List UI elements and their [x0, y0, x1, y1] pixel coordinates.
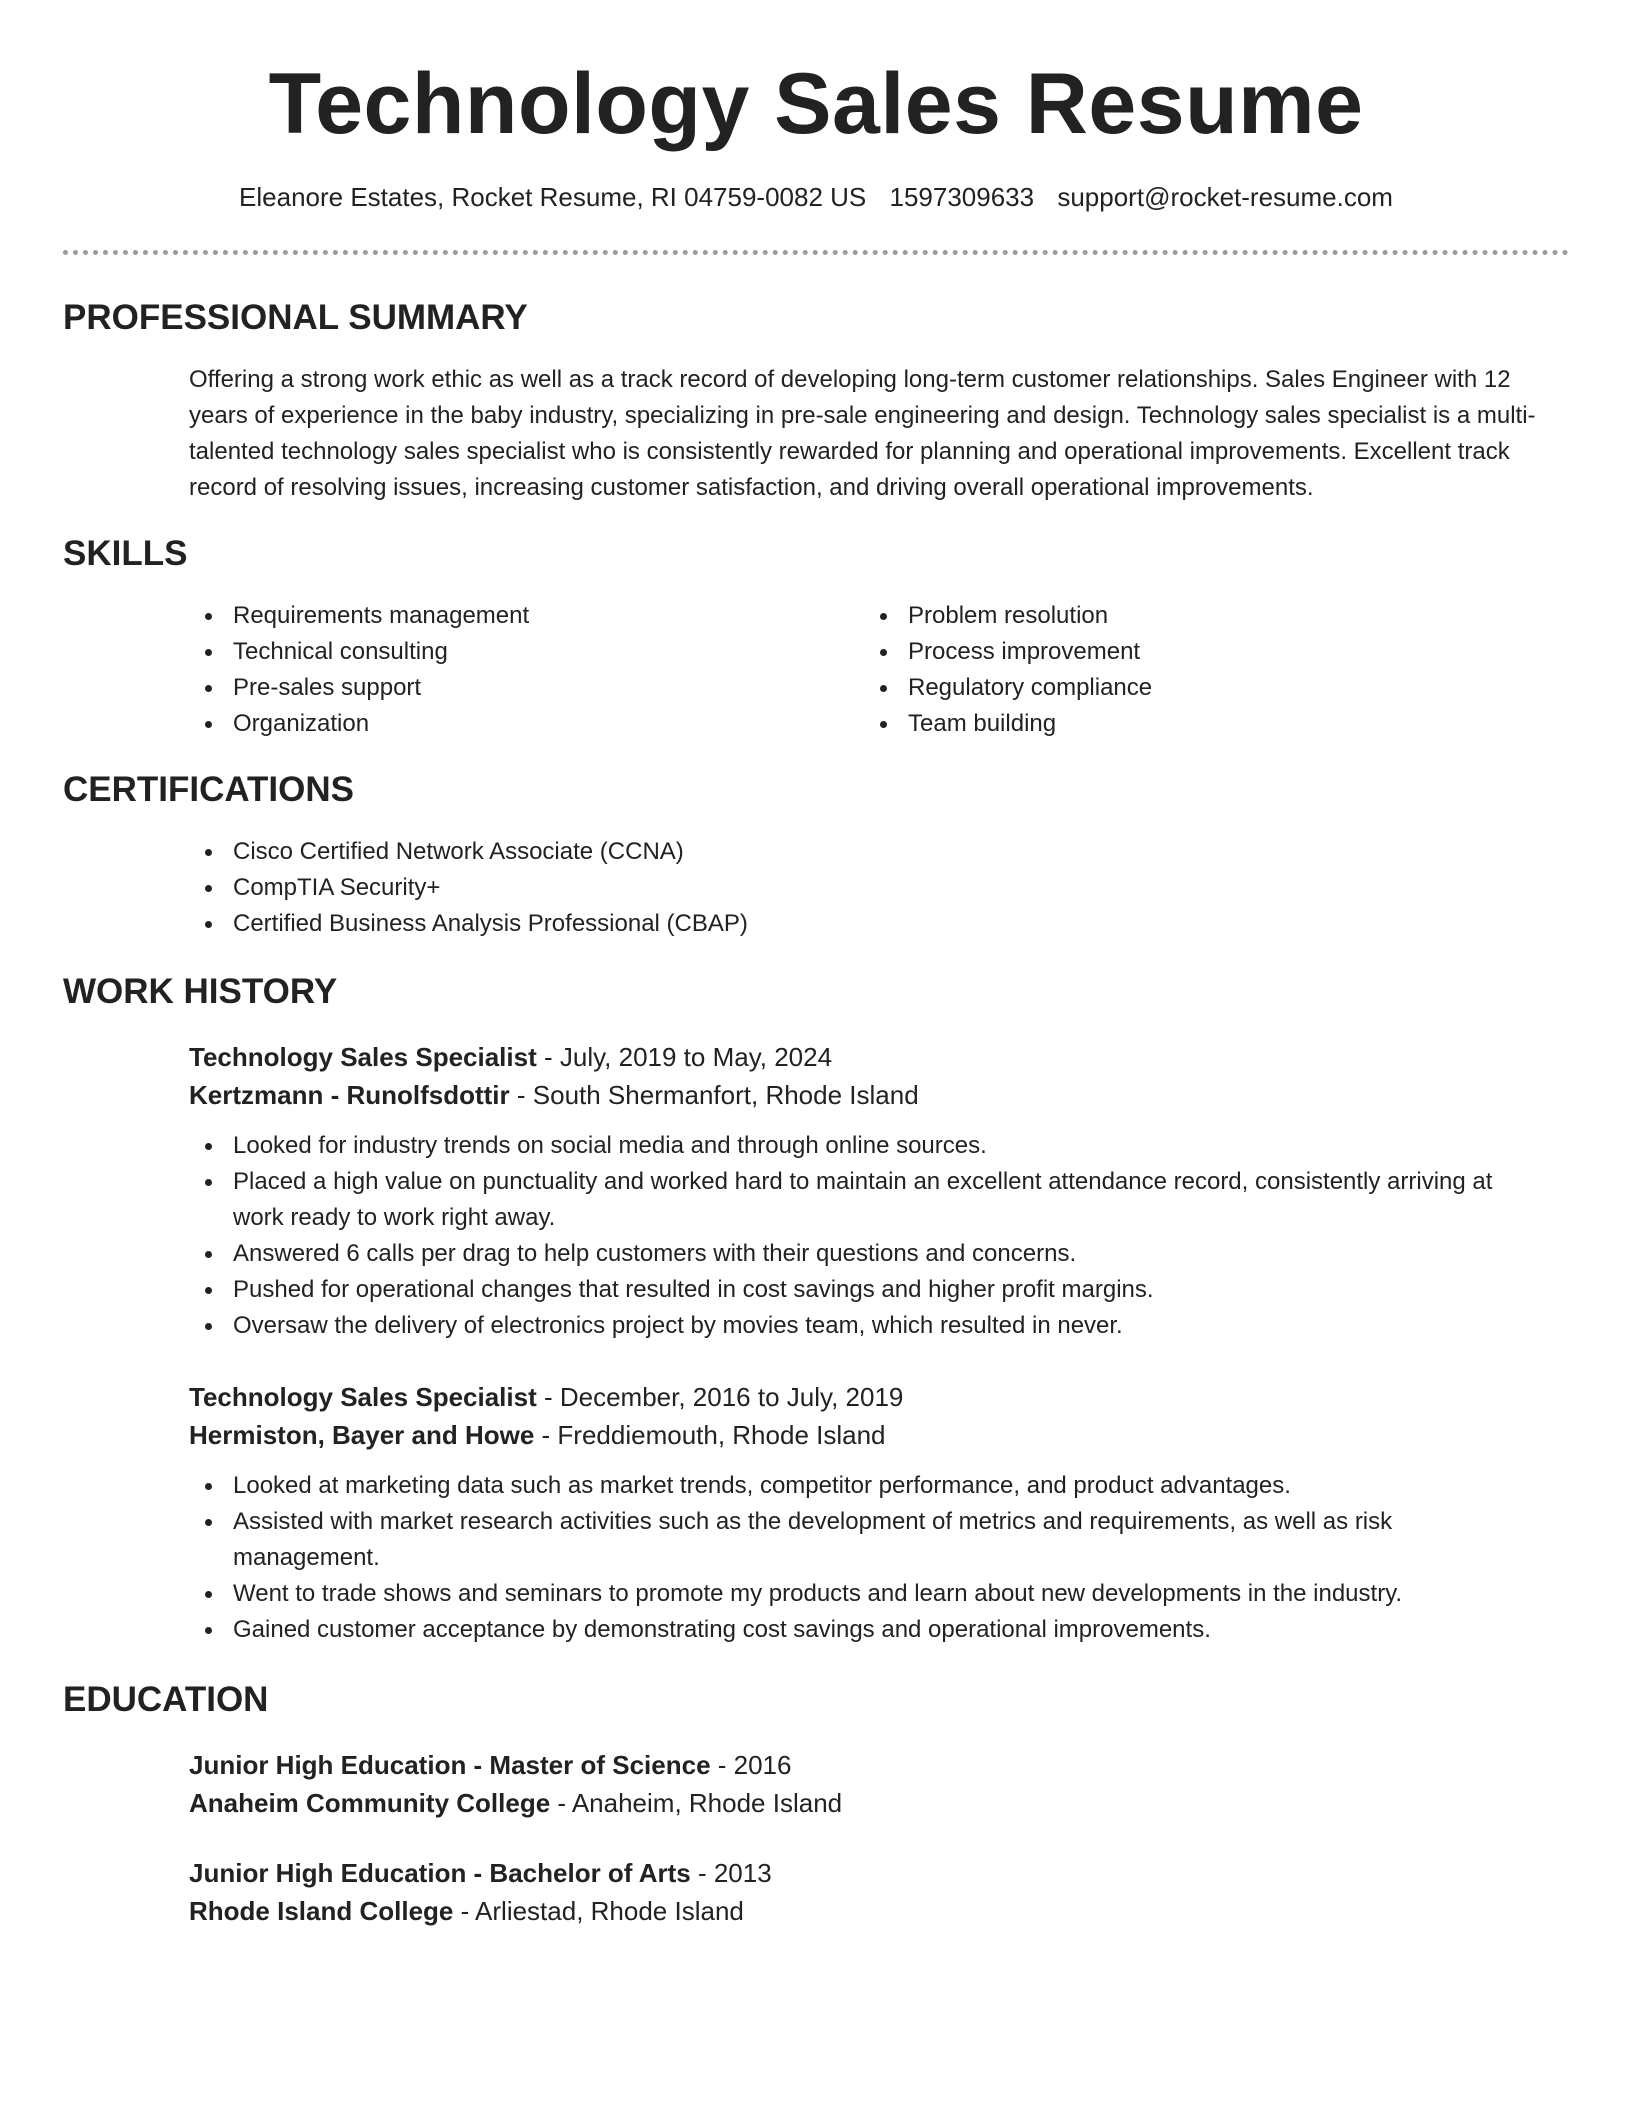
education-year: - 2013 [690, 1858, 772, 1888]
job-dates: - July, 2019 to May, 2024 [536, 1042, 833, 1072]
job-bullet: Looked for industry trends on social media and through online sources. [189, 1128, 1539, 1164]
job-location: - Freddiemouth, Rhode Island [534, 1420, 886, 1450]
education-school-line [189, 1892, 1569, 1930]
job-company-line [189, 1416, 1569, 1454]
job-dates: - December, 2016 to July, 2019 [536, 1382, 904, 1412]
skill-item: Technical consulting [189, 634, 789, 670]
contact-line [0, 180, 1632, 214]
skill-item: Team building [864, 706, 1464, 742]
certification-item: CompTIA Security+ [189, 870, 1569, 906]
education-degree: Junior High Education - Master of Science [189, 1750, 711, 1780]
certification-item: Certified Business Analysis Professional (CBAP) [189, 906, 1569, 942]
education-school: Rhode Island College [189, 1896, 454, 1926]
work-history-heading: WORK HISTORY [63, 972, 338, 1011]
contact-address: Eleanore Estates, Rocket Resume, RI 04759-0082 US [239, 182, 867, 212]
job-bullet: Went to trade shows and seminars to promote my products and learn about new developments in the industry. [189, 1576, 1539, 1612]
job-company: Kertzmann - Runolfsdottir [189, 1080, 510, 1110]
header-divider [63, 250, 1569, 255]
education-location: - Anaheim, Rhode Island [550, 1788, 843, 1818]
job-entry [189, 1038, 1569, 1344]
job-bullet: Pushed for operational changes that resulted in cost savings and higher profit margins. [189, 1272, 1539, 1308]
job-bullet: Answered 6 calls per drag to help customers with their questions and concerns. [189, 1236, 1539, 1272]
education-location: - Arliestad, Rhode Island [453, 1896, 744, 1926]
summary-text: Offering a strong work ethic as well as a track record of developing long-term customer relationships. Sales Engineer with 12 years of experience in the baby industry, specializing in pre-sale engineering and design. Technology sales specialist is a multi-talented technology sales specialist who is consistently rewarded for planning and operational improvements. Excellent track record of resolving issues, increasing customer satisfaction, and driving overall operational improvements. [189, 366, 1536, 501]
job-bullet: Assisted with market research activities such as the development of metrics and requirements, as well as risk management. [189, 1504, 1539, 1576]
job-title: Technology Sales Specialist [189, 1042, 537, 1072]
education-degree-line [189, 1854, 1569, 1892]
education-entry [189, 1746, 1569, 1822]
summary-heading: PROFESSIONAL SUMMARY [63, 298, 528, 337]
job-entry [189, 1378, 1569, 1648]
skills-right-column [864, 598, 1464, 742]
skills-left-column [189, 598, 789, 742]
skills-heading: SKILLS [63, 534, 188, 573]
skill-item: Organization [189, 706, 789, 742]
skill-item: Pre-sales support [189, 670, 789, 706]
job-title-line [189, 1378, 1569, 1416]
job-bullet: Oversaw the delivery of electronics project by movies team, which resulted in never. [189, 1308, 1539, 1344]
skill-item: Process improvement [864, 634, 1464, 670]
education-year: - 2016 [710, 1750, 792, 1780]
job-title-line [189, 1038, 1569, 1076]
education-degree: Junior High Education - Bachelor of Arts [189, 1858, 691, 1888]
job-company-line [189, 1076, 1569, 1114]
certifications-list [189, 834, 1569, 942]
skill-item: Requirements management [189, 598, 789, 634]
education-school-line [189, 1784, 1569, 1822]
certification-item: Cisco Certified Network Associate (CCNA) [189, 834, 1569, 870]
skill-item: Problem resolution [864, 598, 1464, 634]
job-bullet: Placed a high value on punctuality and worked hard to maintain an excellent attendance record, consistently arriving at work ready to work right away. [189, 1164, 1539, 1236]
certifications-heading: CERTIFICATIONS [63, 770, 355, 809]
contact-phone: 1597309633 [889, 182, 1035, 212]
job-location: - South Shermanfort, Rhode Island [509, 1080, 919, 1110]
job-company: Hermiston, Bayer and Howe [189, 1420, 535, 1450]
education-degree-line [189, 1746, 1569, 1784]
education-heading: EDUCATION [63, 1680, 269, 1719]
contact-email[interactable]: support@rocket-resume.com [1057, 182, 1393, 212]
education-entry [189, 1854, 1569, 1930]
job-bullet: Looked at marketing data such as market trends, competitor performance, and product advantages. [189, 1468, 1539, 1504]
education-school: Anaheim Community College [189, 1788, 551, 1818]
resume-title: Technology Sales Resume [268, 56, 1364, 152]
job-bullet: Gained customer acceptance by demonstrating cost savings and operational improvements. [189, 1612, 1539, 1648]
skill-item: Regulatory compliance [864, 670, 1464, 706]
job-title: Technology Sales Specialist [189, 1382, 537, 1412]
